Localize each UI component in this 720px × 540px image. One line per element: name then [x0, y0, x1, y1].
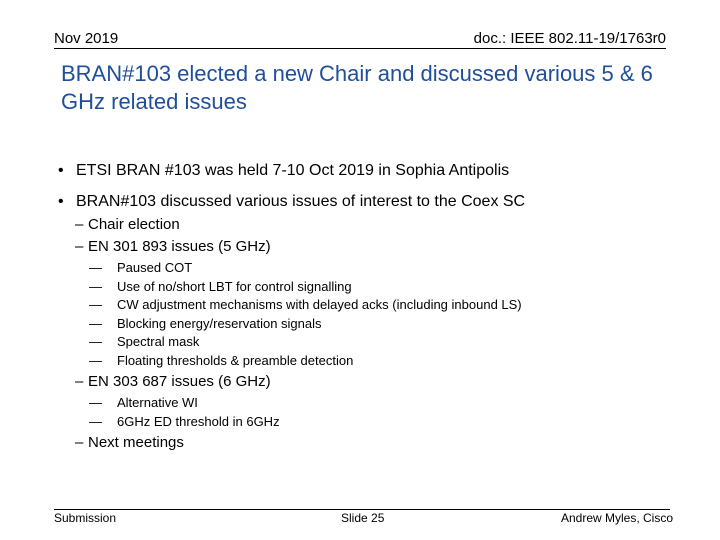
detail-list [58, 259, 678, 370]
detail-item [58, 259, 678, 278]
bullet-text: BRAN#103 discussed various issues of interest to the Coex SC [76, 193, 526, 210]
sub-bullet-list [58, 215, 678, 453]
detail-item [58, 296, 678, 315]
detail-item [58, 413, 678, 432]
slide-title: BRAN#103 elected a new Chair and discussed various 5 & 6 GHz related issues [61, 61, 653, 114]
dash-icon: – [75, 216, 84, 233]
bullet-item [58, 191, 678, 213]
sub-bullet-text: Next meetings [88, 434, 184, 451]
emdash-icon: — [89, 413, 102, 429]
dash-icon: – [75, 434, 84, 451]
header-date: Nov 2019 [54, 30, 119, 47]
detail-text: Blocking energy/reservation signals [117, 315, 322, 331]
emdash-icon: — [89, 352, 102, 368]
slide-body [58, 160, 678, 453]
footer-slide-number: Slide 25 [341, 511, 385, 525]
detail-text: Floating thresholds & preamble detection [117, 352, 354, 368]
footer-left: Submission [54, 511, 117, 525]
detail-text: CW adjustment mechanisms with delayed acks (including inbound LS) [117, 297, 522, 312]
emdash-icon: — [89, 260, 102, 275]
emdash-icon: — [89, 395, 102, 410]
dash-icon: – [75, 373, 84, 390]
emdash-icon: — [89, 315, 102, 331]
sub-bullet-text: EN 303 687 issues (6 GHz) [88, 373, 271, 390]
emdash-icon: — [89, 278, 102, 294]
detail-item [58, 333, 678, 352]
footer-divider [54, 509, 670, 510]
header-doc-id: doc.: IEEE 802.11-19/1763r0 [473, 30, 666, 47]
detail-item [58, 394, 678, 413]
sub-bullet-item [58, 372, 678, 392]
detail-item [58, 315, 678, 334]
dash-icon: – [75, 238, 84, 255]
footer-author: Andrew Myles, Cisco [560, 511, 673, 525]
detail-list [58, 394, 678, 431]
emdash-icon: — [89, 297, 102, 312]
sub-bullet-text: EN 301 893 issues (5 GHz) [88, 238, 271, 255]
sub-bullet-text: Chair election [88, 216, 180, 233]
detail-item [58, 278, 678, 297]
detail-text: Use of no/short LBT for control signalling [117, 278, 352, 294]
detail-text: Paused COT [117, 260, 193, 275]
sub-bullet-item [58, 237, 678, 257]
bullet-icon: • [58, 193, 64, 210]
detail-item [58, 352, 678, 371]
emdash-icon: — [89, 334, 102, 349]
header-divider [54, 48, 666, 49]
bullet-item [58, 160, 678, 182]
bullet-icon: • [58, 162, 64, 179]
sub-bullet-item [58, 433, 678, 453]
detail-text: Spectral mask [117, 334, 200, 349]
detail-text: 6GHz ED threshold in 6GHz [117, 413, 280, 429]
sub-bullet-item [58, 215, 678, 235]
detail-text: Alternative WI [117, 395, 198, 410]
bullet-text: ETSI BRAN #103 was held 7-10 Oct 2019 in Sophia Antipolis [76, 162, 510, 179]
